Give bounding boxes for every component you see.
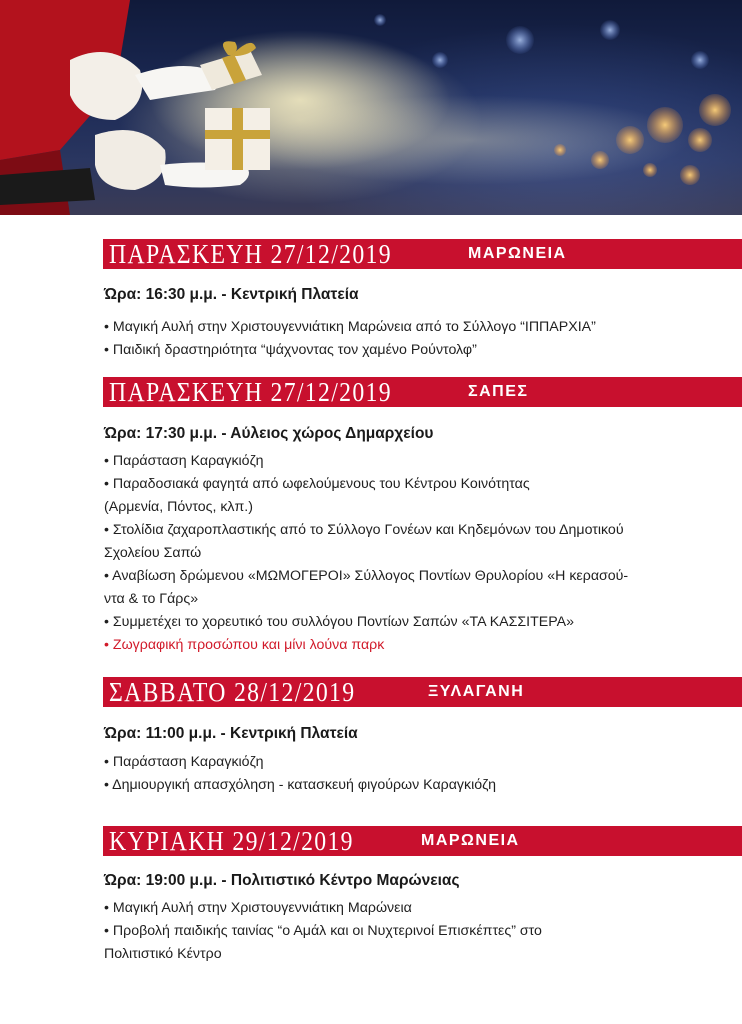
- list-item: • Παράσταση Καραγκιόζη: [104, 453, 264, 469]
- event-list: [104, 897, 704, 966]
- list-item: • Παράσταση Καραγκιόζη: [104, 754, 264, 770]
- day-header-bar: [103, 239, 742, 269]
- list-item: • Στολίδια ζαχαροπλαστικής από το Σύλλογο Γονέων και Κηδεμόνων του Δημοτικού: [104, 522, 624, 538]
- event-time: Ώρα: 17:30 μ.μ. - Αύλειος χώρος Δημαρχείου: [104, 425, 434, 442]
- list-item: Σχολείου Σαπώ: [104, 545, 202, 561]
- list-item-highlight: • Ζωγραφική προσώπου και μίνι λούνα παρκ: [104, 637, 385, 653]
- day-header-bar: [103, 826, 742, 856]
- event-time: Ώρα: 16:30 μ.μ. - Κεντρική Πλατεία: [104, 286, 359, 303]
- event-list: [104, 450, 704, 657]
- event-list: [104, 316, 704, 362]
- list-item: • Αναβίωση δρώμενου «ΜΩΜΟΓΕΡΟΙ» Σύλλογος Ποντίων Θρυλορίου «Η κερασού-: [104, 568, 629, 584]
- list-item: • Παιδική δραστηριότητα “ψάχνοντας τον χαμένο Ρούντολφ”: [104, 342, 477, 358]
- list-item: ντα & το Γάρς»: [104, 591, 199, 607]
- event-time: Ώρα: 11:00 μ.μ. - Κεντρική Πλατεία: [104, 725, 358, 742]
- location-heading: ΞΥΛΑΓΑΝΗ: [428, 683, 525, 700]
- day-header-bar: [103, 677, 742, 707]
- event-list: [104, 751, 704, 797]
- day-date-heading: ΠΑΡΑΣΚΕΥΗ 27/12/2019: [109, 377, 392, 407]
- day-date-heading: ΠΑΡΑΣΚΕΥΗ 27/12/2019: [109, 239, 392, 269]
- hero-image: [0, 0, 742, 215]
- day-date-heading: ΣΑΒΒΑΤΟ 28/12/2019: [109, 677, 356, 707]
- list-item: (Αρμενία, Πόντος, κλπ.): [104, 499, 253, 515]
- list-item: • Δημιουργική απασχόληση - κατασκευή φιγούρων Καραγκιόζη: [104, 777, 497, 793]
- location-heading: ΜΑΡΩΝΕΙΑ: [468, 245, 567, 262]
- day-header-bar: [103, 377, 742, 407]
- list-item: • Μαγική Αυλή στην Χριστουγεννιάτικη Μαρώνεια: [104, 900, 412, 916]
- list-item: • Προβολή παιδικής ταινίας “ο Αμάλ και οι Νυχτερινοί Επισκέπτες” στο: [104, 923, 542, 939]
- event-time: Ώρα: 19:00 μ.μ. - Πολιτιστικό Κέντρο Μαρώνειας: [104, 872, 460, 889]
- list-item: • Μαγική Αυλή στην Χριστουγεννιάτικη Μαρώνεια από το Σύλλογο “ΙΠΠΑΡΧΙΑ”: [104, 319, 596, 335]
- location-heading: ΜΑΡΩΝΕΙΑ: [421, 832, 520, 849]
- list-item: Πολιτιστικό Κέντρο: [104, 946, 222, 962]
- location-heading: ΣΑΠΕΣ: [468, 383, 529, 400]
- day-date-heading: ΚΥΡΙΑΚΗ 29/12/2019: [109, 826, 354, 856]
- list-item: • Συμμετέχει το χορευτικό του συλλόγου Ποντίων Σαπών «ΤΑ ΚΑΣΣΙΤΕΡΑ»: [104, 614, 575, 630]
- santa-gift-illustration: [0, 0, 742, 215]
- list-item: • Παραδοσιακά φαγητά από ωφελούμενους του Κέντρου Κοινότητας: [104, 476, 530, 492]
